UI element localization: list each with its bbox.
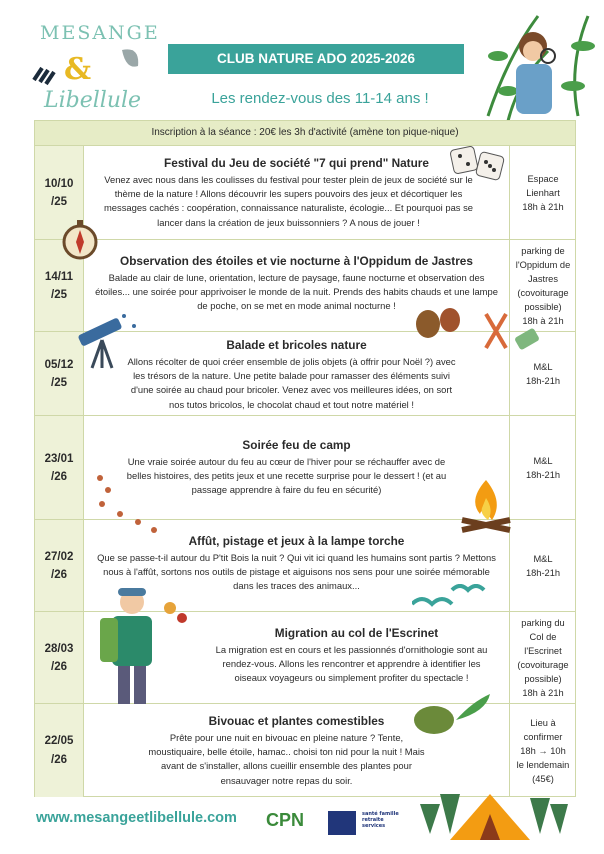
event-place: parking du Col de l'Escrinet (covoiturage possible) 18h à 21h [509, 612, 576, 704]
event-content [84, 704, 509, 797]
event-date: 27/02 /26 [35, 520, 84, 612]
event-content [84, 332, 509, 416]
event-row [35, 519, 575, 612]
event-row [35, 703, 575, 797]
event-row [35, 415, 575, 520]
logo-ampersand: & [64, 52, 92, 87]
event-title: Bivouac et plantes comestibles [208, 714, 385, 728]
inscription-info: Inscription à la séance : 20€ les 3h d'activité (amène ton pique-nique) [35, 121, 575, 145]
logo-line1: MESANGE [40, 22, 160, 44]
event-content [84, 416, 509, 520]
event-place: M&L 18h-21h [509, 416, 576, 520]
event-description: Que se passe-t-il autour du P'tit Bois la nuit ? Qui vit ici quand les humains sont partis ? Mettons nous à l'affût, sortons nos outils de pistage et aiguisons nos sens pour une soirée mémorable dans les traces des animaux... [97, 552, 496, 592]
event-place: Lieu à confirmer 18h → 10h le lendemain (45€) [509, 704, 576, 797]
events-table [34, 120, 576, 797]
event-row [35, 611, 575, 704]
event-date: 28/03 /26 [35, 612, 84, 704]
website-link[interactable]: www.mesangeetlibellule.com [36, 810, 237, 826]
event-date: 23/01 /26 [35, 416, 84, 520]
event-row [35, 145, 575, 240]
event-place: M&L 18h-21h [509, 520, 576, 612]
event-date: 14/11 /25 [35, 240, 84, 332]
event-description: La migration est en cours et les passionnés d'ornithologie sont au rendez-vous. Allons les rencontrer et apprendre à identifier les oiseaux voyageurs ou simplement profiter du spectacle ! [215, 644, 488, 684]
event-date: 22/05 /26 [35, 704, 84, 797]
explorer-illustration [478, 6, 598, 126]
event-title: Balade et bricoles nature [226, 338, 367, 352]
page-title: CLUB NATURE ADO 2025-2026 [168, 44, 464, 74]
event-content [84, 240, 509, 332]
event-description: Balade au clair de lune, orientation, lecture de paysage, faune nocturne et observation des étoiles... une soirée pour apprivoiser le monde de la nuit. Prends des habits chauds et une lampe de poche, on se met en mode animal nocturne ! [95, 272, 498, 312]
event-description: Prête pour une nuit en bivouac en pleine nature ? Tente, moustiquaire, belle étoile, hamac.. choisi ton nid pour la nuit ! Mais avant de s'installer, allons cueillir ensemble des plantes pour ensauvager notre repas du soir. [148, 732, 425, 786]
event-date: 05/12 /25 [35, 332, 84, 416]
event-content [84, 146, 509, 240]
event-place: parking de l'Oppidum de Jastres (covoiturage possible) 18h à 21h [509, 240, 576, 332]
event-description: Allons récolter de quoi créer ensemble de jolis objets (à offrir pour Noël ?) avec les trésors de la nature. Une petite balade pour ramasser des éléments suivi d'une soirée au chaud pour bricoler. Venez avec vos meilleures idées, on sort nos tutos bricolos, le chocolat chaud et tout notre matériel ! [127, 356, 456, 410]
msa-logo-box [328, 811, 356, 835]
event-place: M&L 18h-21h [509, 332, 576, 416]
event-content [84, 520, 509, 612]
event-title: Festival du Jeu de société "7 qui prend" Nature [164, 156, 429, 170]
event-row [35, 239, 575, 332]
event-title: Observation des étoiles et vie nocturne à l'Oppidum de Jastres [120, 254, 473, 268]
event-title: Migration au col de l'Escrinet [274, 626, 439, 640]
event-row [35, 331, 575, 416]
event-place: Espace Lienhart 18h à 21h [509, 146, 576, 240]
event-description: Venez avec nous dans les coulisses du festival pour tester plein de jeux de société sur le thème de la nature ! Allons découvrir les supers pouvoirs des jeux et décortiquer les messages cachés : coopération, connaissance naturaliste, écologie... Et pourquoi pas se lancer dans la création de jeux buissonniers ? A nous de jouer ! [104, 174, 473, 228]
page-subtitle: Les rendez-vous des 11-14 ans ! [211, 90, 429, 107]
event-title: Affût, pistage et jeux à la lampe torche [188, 534, 405, 548]
event-description: Une vraie soirée autour du feu au cœur de l'hiver pour se réchauffer avec de belles histoires, des petits jeux et une recette surprise pour le dessert ! (et au passage apprendre à faire du feu en sécurité) [126, 456, 447, 496]
event-content [84, 612, 509, 704]
cpn-logo: CPN [266, 810, 305, 830]
event-title: Soirée feu de camp [242, 438, 351, 452]
event-date: 10/10 /25 [35, 146, 84, 240]
logo [14, 10, 160, 125]
msa-logo-text: santé famille retraite services [362, 811, 399, 829]
logo-line2: Libellule [44, 88, 142, 113]
